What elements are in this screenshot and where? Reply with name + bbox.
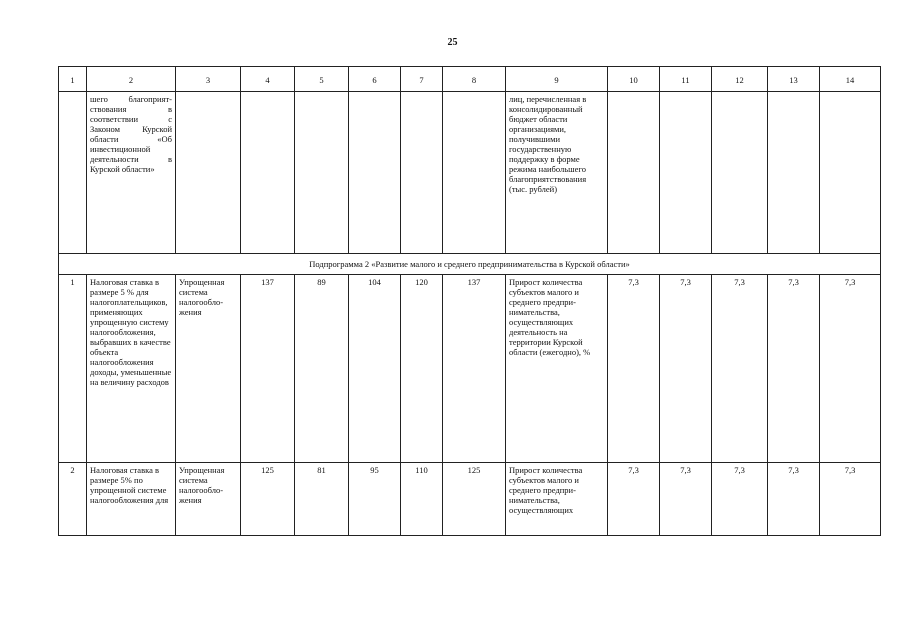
value-cell: 7,3 [608, 463, 660, 536]
table-cell [176, 92, 241, 254]
column-number: 11 [660, 67, 712, 92]
table-cell [660, 92, 712, 254]
column-number: 2 [87, 67, 176, 92]
table-cell [712, 92, 768, 254]
indicator-cell: лиц, перечисленная в консолидированный бюджет области организациями, получившими государственную поддержку в форме режима наибольшего благоприятствования (тыс. рублей) [506, 92, 608, 254]
indicator-cell: Прирост количества субъектов малого и среднего предпринимательства, осуществляющих [506, 463, 608, 536]
continued-row [59, 92, 881, 254]
value-cell: 137 [241, 275, 295, 463]
value-cell: 7,3 [768, 275, 820, 463]
value-cell: 137 [443, 275, 506, 463]
subprogram-title: Подпрограмма 2 «Развитие малого и среднего предпринимательства в Курской области» [59, 254, 881, 275]
column-number-header-row [59, 67, 881, 92]
row-number: 1 [59, 275, 87, 463]
value-cell: 125 [443, 463, 506, 536]
column-number: 13 [768, 67, 820, 92]
value-cell: 7,3 [820, 463, 881, 536]
value-cell: 7,3 [608, 275, 660, 463]
table-cell [608, 92, 660, 254]
table-cell [59, 92, 87, 254]
value-cell: 7,3 [712, 275, 768, 463]
measure-description-cell: шего благоприятствования в соответствии с Законом Курской области «Об инвестиционной деятельности в Курской области» [87, 92, 176, 254]
value-cell: 120 [401, 275, 443, 463]
value-cell: 7,3 [768, 463, 820, 536]
value-cell: 7,3 [820, 275, 881, 463]
column-number: 7 [401, 67, 443, 92]
tax-regime-cell: Упрощенная система налогообложения [176, 463, 241, 536]
column-number: 6 [349, 67, 401, 92]
table-cell [443, 92, 506, 254]
table-cell [820, 92, 881, 254]
value-cell: 81 [295, 463, 349, 536]
column-number: 5 [295, 67, 349, 92]
column-number: 8 [443, 67, 506, 92]
table-cell [295, 92, 349, 254]
table-cell [241, 92, 295, 254]
table-row [59, 463, 881, 536]
column-number: 12 [712, 67, 768, 92]
table-row [59, 275, 881, 463]
value-cell: 7,3 [712, 463, 768, 536]
value-cell: 89 [295, 275, 349, 463]
value-cell: 125 [241, 463, 295, 536]
value-cell: 7,3 [660, 463, 712, 536]
table-cell [768, 92, 820, 254]
column-number: 14 [820, 67, 881, 92]
value-cell: 110 [401, 463, 443, 536]
column-number: 9 [506, 67, 608, 92]
value-cell: 7,3 [660, 275, 712, 463]
column-number: 1 [59, 67, 87, 92]
column-number: 3 [176, 67, 241, 92]
subprogram-row [59, 254, 881, 275]
value-cell: 104 [349, 275, 401, 463]
data-table [58, 66, 881, 536]
indicator-cell: Прирост количества субъектов малого и среднего предпринимательства, осуществляющих деятельность на территории Курской области (ежегодно), % [506, 275, 608, 463]
measure-description-cell: Налоговая ставка в размере 5 % для налогоплательщиков, применяющих упрощенную систему налогообложения, выбравших в качестве объекта налогообложения доходы, уменьшенные на величину расходов [87, 275, 176, 463]
value-cell: 95 [349, 463, 401, 536]
column-number: 10 [608, 67, 660, 92]
measure-description-cell: Налоговая ставка в размере 5% по упрощенной системе налогообложения для [87, 463, 176, 536]
page-number: 25 [447, 37, 458, 48]
column-number: 4 [241, 67, 295, 92]
table-cell [349, 92, 401, 254]
row-number: 2 [59, 463, 87, 536]
tax-regime-cell: Упрощенная система налогообложения [176, 275, 241, 463]
table-cell [401, 92, 443, 254]
